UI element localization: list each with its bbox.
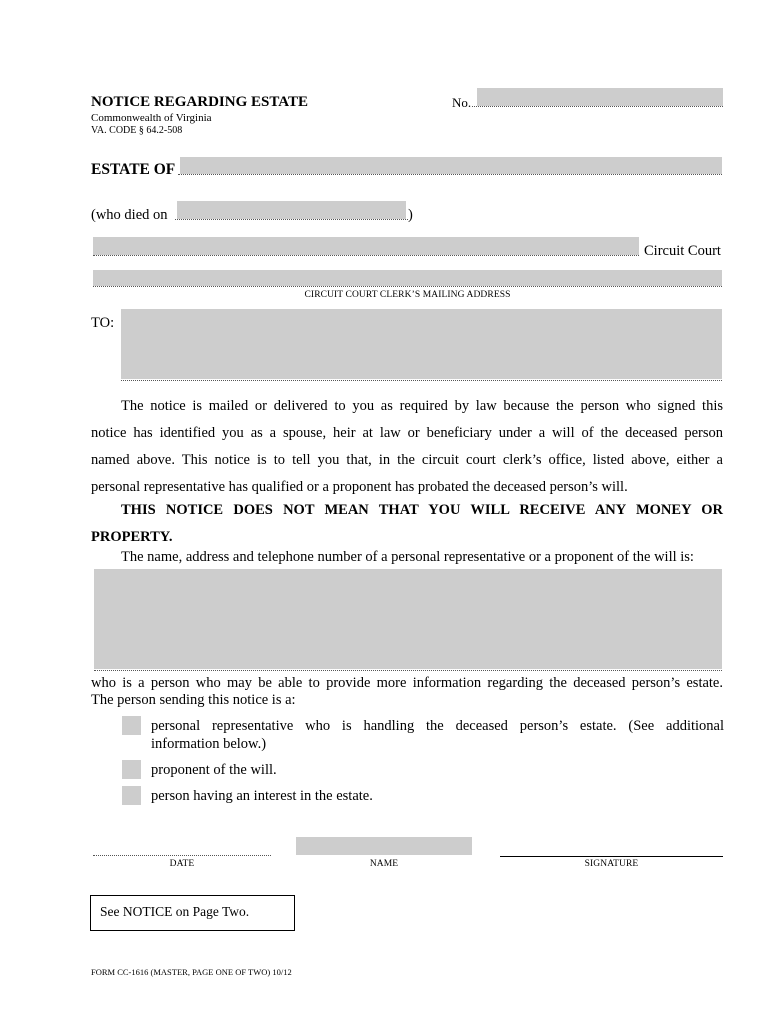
date-line (93, 855, 271, 856)
case-number-underline (472, 106, 723, 107)
form-jurisdiction: Commonwealth of Virginia (91, 112, 212, 124)
option-proponent: proponent of the will. (151, 762, 277, 778)
sender-intro: The person sending this notice is a: (91, 692, 296, 708)
case-number-label: No. (452, 95, 472, 110)
notice-line-3: named above. This notice is to tell you that, in the circuit court clerk’s office, listed above, either a (91, 452, 723, 468)
case-number-field[interactable] (477, 88, 723, 106)
notice-line-4: personal representative has qualified or a proponent has probated the deceased person’s will. (91, 479, 628, 495)
more-info-text: who is a person who may be able to provide more information regarding the deceased person’s estate. (91, 675, 723, 691)
estate-name-underline (178, 174, 722, 175)
name-field[interactable] (296, 837, 472, 855)
checkbox-personal-representative[interactable] (122, 716, 141, 735)
notice-line-2: notice has identified you as a spouse, heir at law or beneficiary under a will of the deceased person (91, 425, 723, 441)
circuit-court-label: Circuit Court (644, 243, 721, 259)
estate-of-label: ESTATE OF (91, 161, 176, 178)
name-label: NAME (369, 859, 399, 869)
circuit-court-field[interactable] (93, 237, 639, 255)
see-notice-box (90, 895, 295, 931)
option-interested-person: person having an interest in the estate. (151, 788, 373, 804)
date-label: DATE (169, 859, 195, 869)
clerk-address-caption: CIRCUIT COURT CLERK’S MAILING ADDRESS (304, 290, 511, 300)
warning-line-1: THIS NOTICE DOES NOT MEAN THAT YOU WILL RECEIVE ANY MONEY OR (121, 502, 723, 518)
form-title: NOTICE REGARDING ESTATE (91, 94, 308, 110)
signature-label: SIGNATURE (584, 859, 639, 869)
form-footer: FORM CC-1616 (MASTER, PAGE ONE OF TWO) 10/12 (91, 967, 292, 977)
clerk-address-underline (93, 286, 722, 287)
representative-intro: The name, address and telephone number of a personal representative or a proponent of the will is: (121, 549, 694, 565)
checkbox-proponent[interactable] (122, 760, 141, 779)
recipient-underline (121, 380, 722, 381)
estate-name-field[interactable] (180, 157, 722, 174)
representative-info-field[interactable] (94, 569, 722, 669)
died-on-label: (who died on (91, 207, 168, 223)
see-notice-text: See NOTICE on Page Two. (100, 904, 250, 919)
option-personal-representative-line2: information below.) (151, 736, 267, 752)
form-code: VA. CODE § 64.2-508 (91, 125, 183, 136)
signature-line[interactable] (500, 856, 723, 857)
warning-line-2: PROPERTY. (91, 529, 173, 545)
clerk-address-field[interactable] (93, 270, 722, 286)
representative-info-underline (94, 670, 722, 671)
date-of-death-underline (175, 219, 408, 220)
option-personal-representative-line1: personal representative who is handling the deceased person’s estate. (See additional (151, 718, 724, 734)
recipient-field[interactable] (121, 309, 722, 379)
checkbox-interested-person[interactable] (122, 786, 141, 805)
date-of-death-field[interactable] (177, 201, 406, 219)
to-label: TO: (91, 315, 115, 331)
died-on-close: ) (408, 207, 413, 223)
circuit-court-underline (93, 255, 639, 256)
notice-line-1: The notice is mailed or delivered to you as required by law because the person who signed this (121, 398, 723, 414)
